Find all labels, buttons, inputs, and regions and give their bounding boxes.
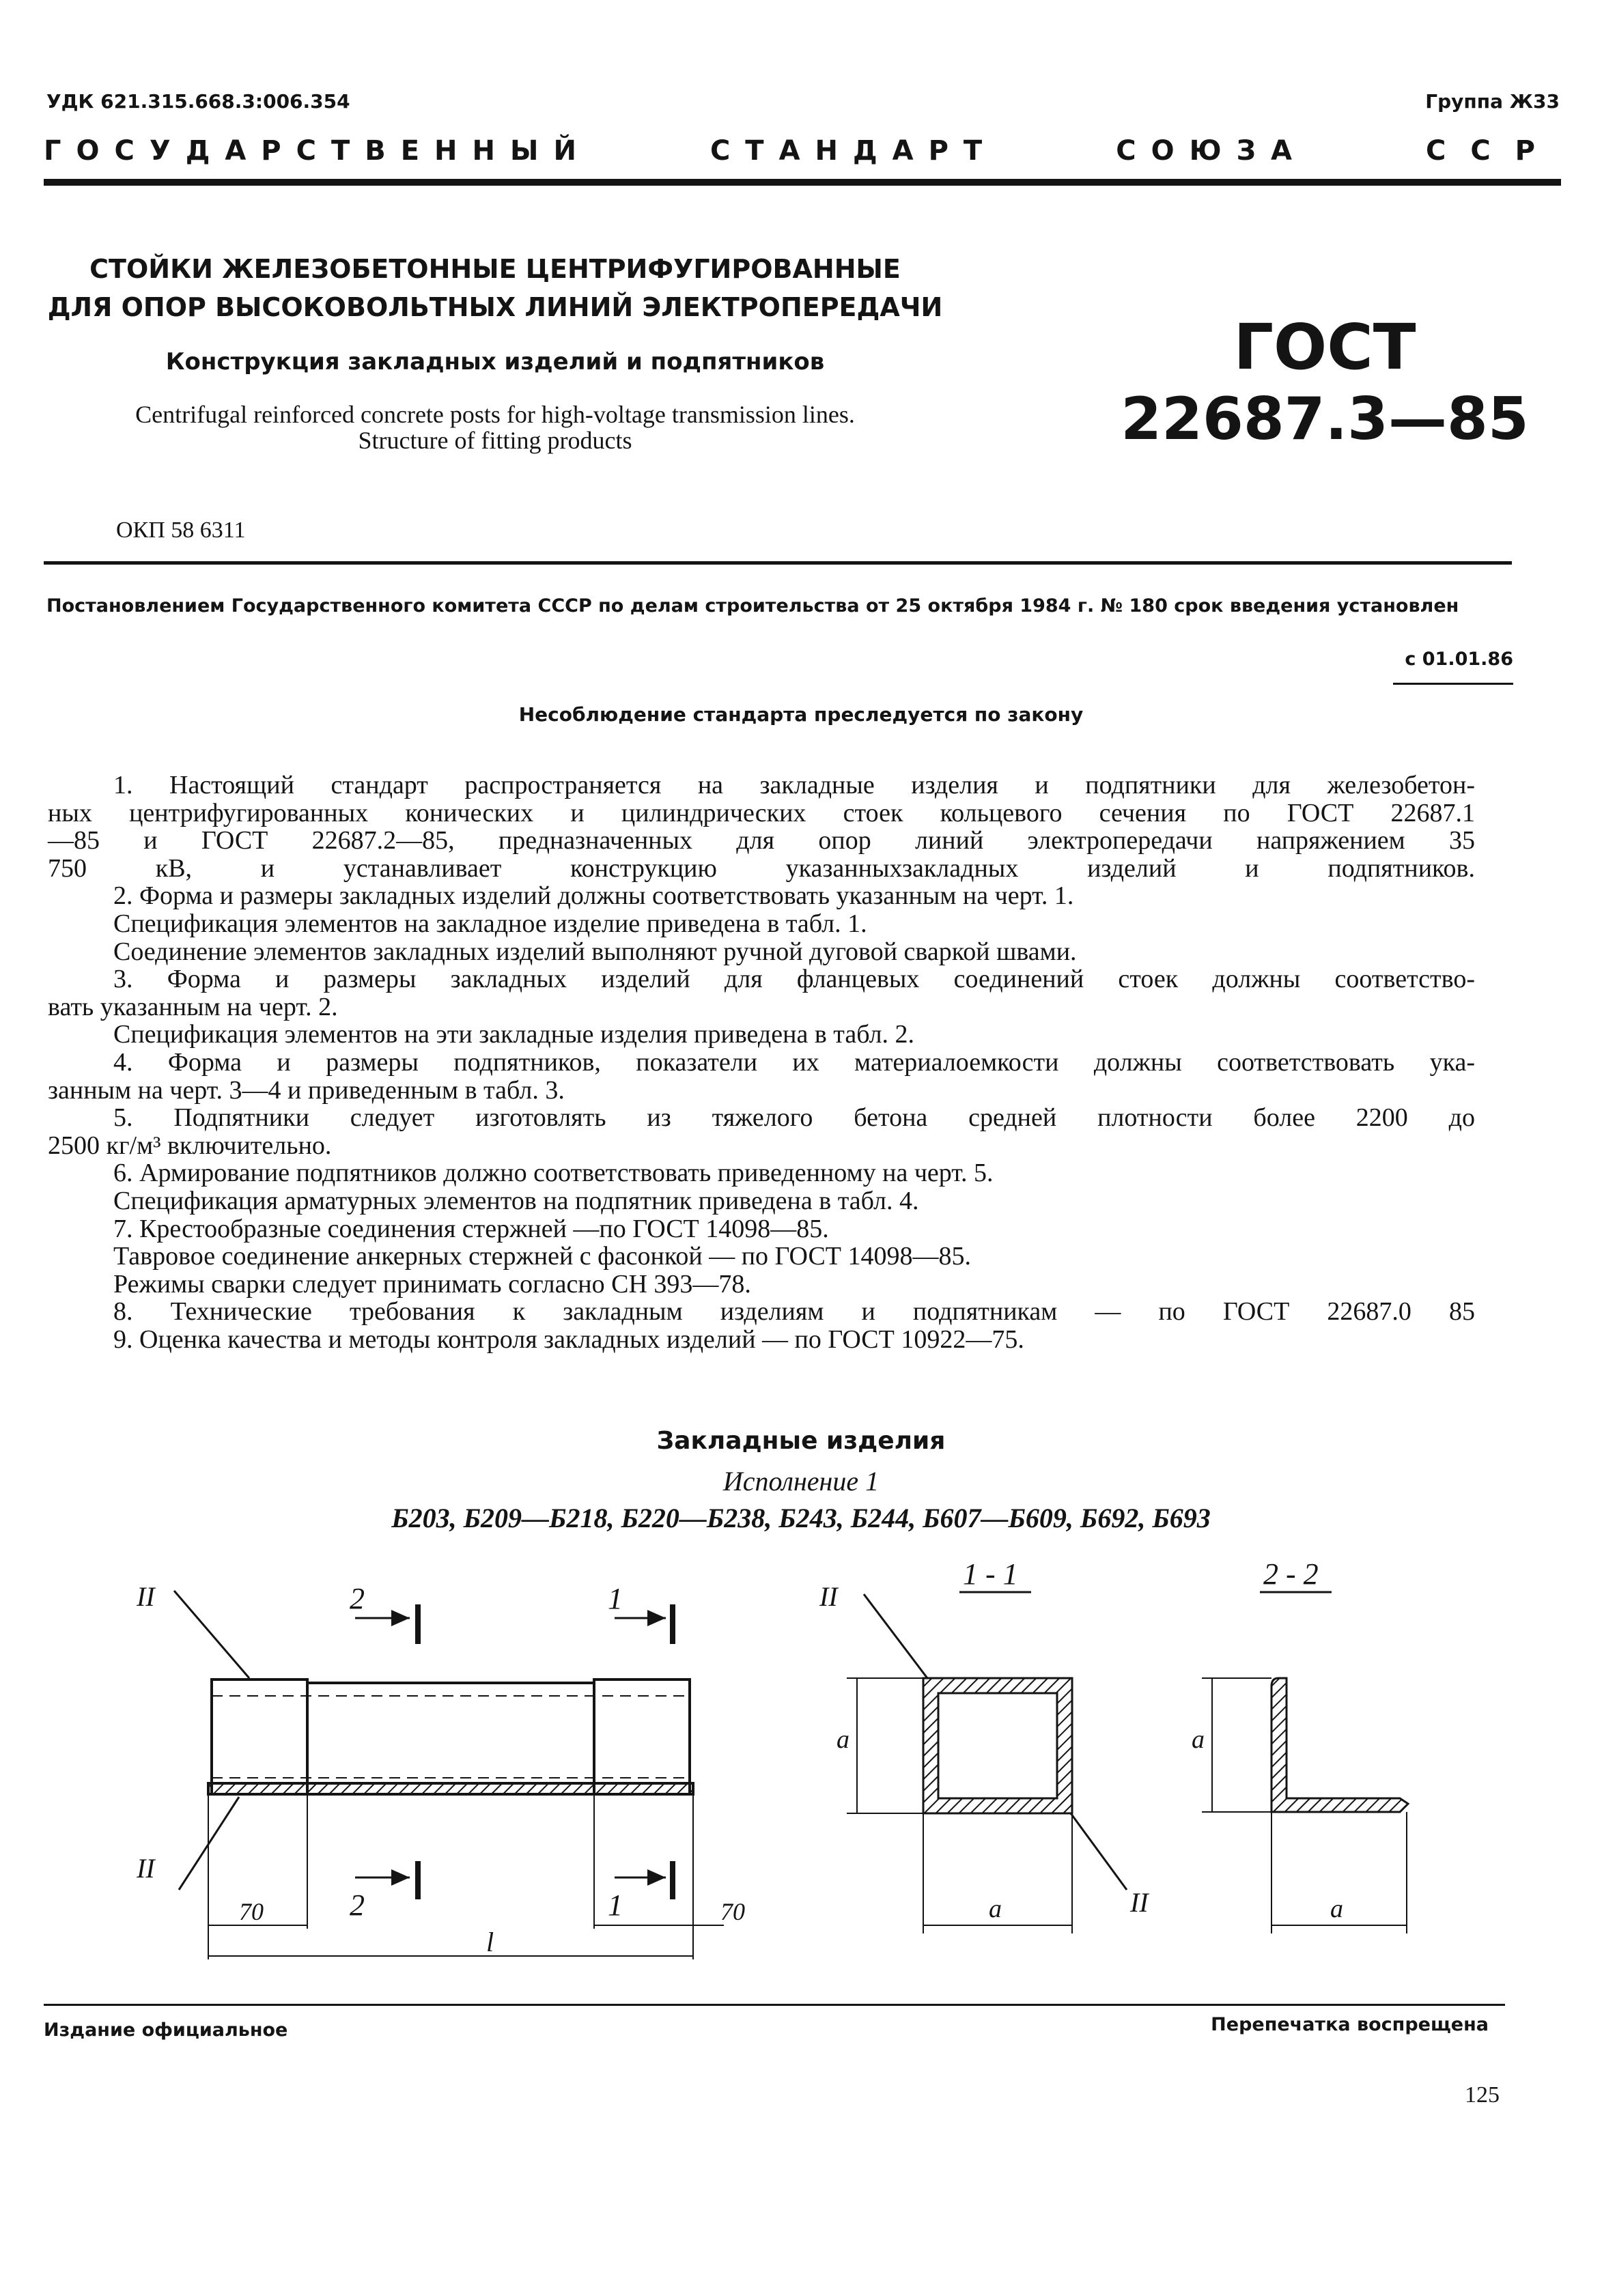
body-line: ных центрифугированных конических и цилиндрических стоек кольцевого сечения по ГОСТ 22687.1 [48, 798, 1475, 827]
body-line: Режимы сварки следует принимать согласно СН 393—78. [113, 1269, 751, 1299]
title-line-2: ДЛЯ ОПОР ВЫСОКОВОЛЬТНЫХ ЛИНИЙ ЭЛЕКТРОПЕРЕДАЧИ [47, 292, 943, 322]
english-title-line-2: Structure of fitting products [358, 427, 632, 454]
dim-label-b-horizontal: a [1330, 1895, 1343, 1923]
body-text [48, 771, 1475, 1353]
cut-label-1-bottom: 1 [608, 1888, 623, 1922]
body-line: Спецификация элементов на эти закладные изделия приведена в табл. 2. [113, 1020, 915, 1049]
body-line: Спецификация элементов на закладное изделие приведена в табл. 1. [113, 909, 867, 938]
technical-drawing [0, 1543, 1602, 1966]
view-label-1-1: 1 - 1 [963, 1557, 1018, 1591]
body-line: 9. Оценка качества и методы контроля закладных изделий — по ГОСТ 10922—75. [113, 1324, 1024, 1354]
title-line-1: СТОЙКИ ЖЕЛЕЗОБЕТОННЫЕ ЦЕНТРИФУГИРОВАННЫЕ [89, 254, 901, 284]
dim-label-70-right: 70 [720, 1898, 745, 1925]
dim-label-l: l [486, 1927, 494, 1957]
channel-section [923, 1678, 1072, 1813]
law-notice: Несоблюдение стандарта преследуется по закону [518, 703, 1084, 726]
title-rule [44, 561, 1512, 565]
gost-label: ГОСТ [1233, 311, 1416, 384]
official-edition: Издание официальное [44, 2019, 288, 2041]
udk-code: УДК 621.315.668.3:006.354 [46, 90, 350, 113]
cut-label-1-top: 1 [608, 1582, 623, 1615]
right-end-plate [594, 1680, 690, 1794]
okp-code: ОКП 58 6311 [116, 518, 246, 543]
reprint-notice: Перепечатка воспрещена [1211, 2014, 1489, 2035]
header-word-2: СТАНДАРТ [709, 135, 998, 167]
body-line: Соединение элементов закладных изделий выполняют ручной дуговой сваркой швами. [113, 937, 1077, 966]
header-word-1: ГОСУДАРСТВЕННЫЙ [44, 135, 591, 167]
left-end-plate [212, 1680, 307, 1794]
bottom-strip [208, 1783, 693, 1794]
weld-leader-top [174, 1591, 249, 1678]
body-line: Тавровое соединение анкерных стержней с фасонкой — по ГОСТ 14098—85. [113, 1242, 972, 1271]
effective-date: с 01.01.86 [1405, 649, 1513, 670]
section-variant: Исполнение 1 [722, 1466, 880, 1497]
dim-label-a-horizontal: a [989, 1895, 1002, 1923]
body-line: 8. Технические требования к закладным изделиям и подпятникам — по ГОСТ 22687.0 85 [113, 1297, 1475, 1327]
section-leader-bottom [1071, 1813, 1127, 1890]
body-line: 7. Крестообразные соединения стержней —по ГОСТ 14098—85. [113, 1214, 829, 1243]
date-underline [1393, 683, 1513, 685]
body-line: 750 кВ, и устанавливает конструкцию указанныхзакладных изделий и подпятников. [48, 853, 1475, 883]
header-word-3: СОЮЗА [1116, 135, 1307, 167]
section-marks: Б203, Б209—Б218, Б220—Б238, Б243, Б244, Б607—Б609, Б692, Б693 [391, 1503, 1211, 1533]
weld-label-top: II [137, 1581, 155, 1612]
angle-section [1271, 1678, 1408, 1812]
dim-label-70-left: 70 [239, 1898, 264, 1925]
subtitle: Конструкция закладных изделий и подпятников [165, 348, 825, 375]
page-number: 125 [1465, 2082, 1500, 2108]
state-standard-header [44, 135, 1560, 167]
view-label-2-2: 2 - 2 [1263, 1557, 1319, 1591]
header-word-4: ССР [1425, 135, 1560, 167]
header-rule [44, 179, 1561, 186]
weld-label-bottom: II [137, 1853, 155, 1884]
body-line: занным на черт. 3—4 и приведенным в табл. 3. [48, 1075, 565, 1105]
decree-text: Постановлением Государственного комитета СССР по делам строительства от 25 октября 1984 г. № 180 срок введения установлен [46, 595, 1459, 616]
group-code: Группа Ж33 [1425, 90, 1560, 113]
section-leader-top [864, 1594, 927, 1678]
dim-label-b-vertical: a [1192, 1725, 1205, 1754]
body-line: 4. Форма и размеры подпятников, показатели их материалоемкости должны соответствовать ука- [113, 1047, 1475, 1077]
weld-label-section-bottom: II [1130, 1887, 1149, 1918]
body-line: —85 и ГОСТ 22687.2—85, предназначенных для опор линий электропередачи напряжением 35 [48, 826, 1475, 855]
section-2-2-view [1202, 1678, 1408, 1933]
body-line: вать указанным на черт. 2. [48, 992, 338, 1021]
body-line: 2500 кг/м³ включительно. [48, 1131, 332, 1160]
gost-number: 22687.3—85 [1121, 385, 1529, 453]
section-1-1-view [847, 1594, 1127, 1933]
body-line: Спецификация арматурных элементов на подпятник приведена в табл. 4. [113, 1186, 919, 1215]
cut-label-2-bottom: 2 [350, 1888, 365, 1922]
section-title: Закладные изделия [656, 1427, 946, 1455]
dim-label-a-vertical: a [837, 1725, 849, 1754]
weld-label-section: II [819, 1581, 838, 1612]
cut-label-2-top: 2 [350, 1582, 365, 1615]
body-line: 3. Форма и размеры закладных изделий для фланцевых соединений стоек должны соответство- [113, 965, 1475, 994]
body-line: 2. Форма и размеры закладных изделий должны соответствовать указанным на черт. 1. [113, 881, 1074, 911]
body-line: 6. Армирование подпятников должно соответствовать приведенному на черт. 5. [113, 1159, 994, 1188]
body-line: 5. Подпятники следует изготовлять из тяжелого бетона средней плотности более 2200 до [113, 1103, 1475, 1133]
footer-rule [44, 2004, 1505, 2006]
body-line: 1. Настоящий стандарт распространяется на закладные изделия и подпятники для железобетон- [113, 771, 1475, 799]
english-title-line-1: Centrifugal reinforced concrete posts for high-voltage transmission lines. [135, 401, 855, 428]
